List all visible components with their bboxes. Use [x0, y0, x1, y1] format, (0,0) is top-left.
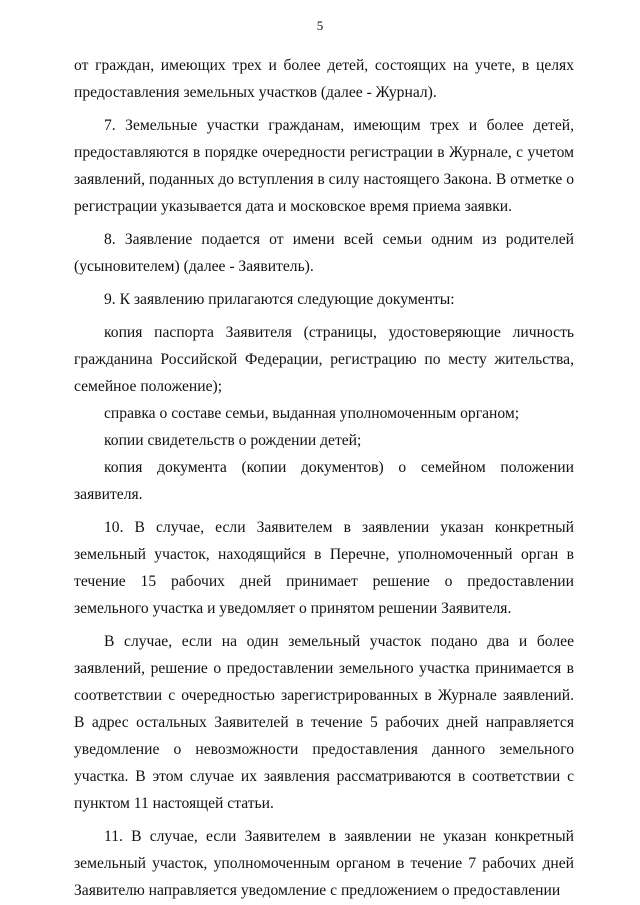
- document-list-item-family-certificate: справка о составе семьи, выданная уполномоченным органом;: [104, 405, 520, 422]
- paragraph-item-9: 9. К заявлению прилагаются следующие документы:: [104, 291, 455, 308]
- document-list-item-birth-certificates: копии свидетельств о рождении детей;: [104, 432, 362, 449]
- paragraph-item-11: 11. В случае, если Заявителем в заявлении не указан конкретный земельный участок, уполномоченным органом в течение 7 рабочих дней Заявителю направляется уведомление с предложением о предоставлении: [74, 828, 574, 899]
- document-body: [74, 52, 574, 904]
- paragraph-item-10: 10. В случае, если Заявителем в заявлении указан конкретный земельный участок, находящийся в Перечне, уполномоченный орган в течение 15 рабочих дней принимает решение о предоставлении земельного участка и уведомляет о принятом решении Заявителя.: [74, 519, 574, 617]
- document-list-item-marital-status: копия документа (копии документов) о семейном положении заявителя.: [74, 459, 574, 503]
- paragraph-item-7: 7. Земельные участки гражданам, имеющим трех и более детей, предоставляются в порядке очередности регистрации в Журнале, с учетом заявлений, поданных до вступления в силу настоящего Закона. В отметке о регистрации указывается дата и московское время приема заявки.: [74, 117, 574, 215]
- page-number: 5: [316, 18, 324, 33]
- paragraph-item-8: 8. Заявление подается от имени всей семьи одним из родителей (усыновителем) (далее - Заявитель).: [74, 231, 574, 275]
- paragraph-multiple-applications: В случае, если на один земельный участок подано два и более заявлений, решение о предоставлении земельного участка принимается в соответствии с очередностью зарегистрированных в Журнале заявлений. В адрес остальных Заявителей в течение 5 рабочих дней направляется уведомление о невозможности предоставления данного земельного участка. В этом случае их заявления рассматриваются в соответствии с пунктом 11 настоящей статьи.: [74, 633, 574, 812]
- paragraph-continuation: от граждан, имеющих трех и более детей, состоящих на учете, в целях предоставления земельных участков (далее - Журнал).: [74, 57, 574, 101]
- document-list-item-passport: копия паспорта Заявителя (страницы, удостоверяющие личность гражданина Российской Федерации, регистрацию по месту жительства, семейное положение);: [74, 324, 574, 395]
